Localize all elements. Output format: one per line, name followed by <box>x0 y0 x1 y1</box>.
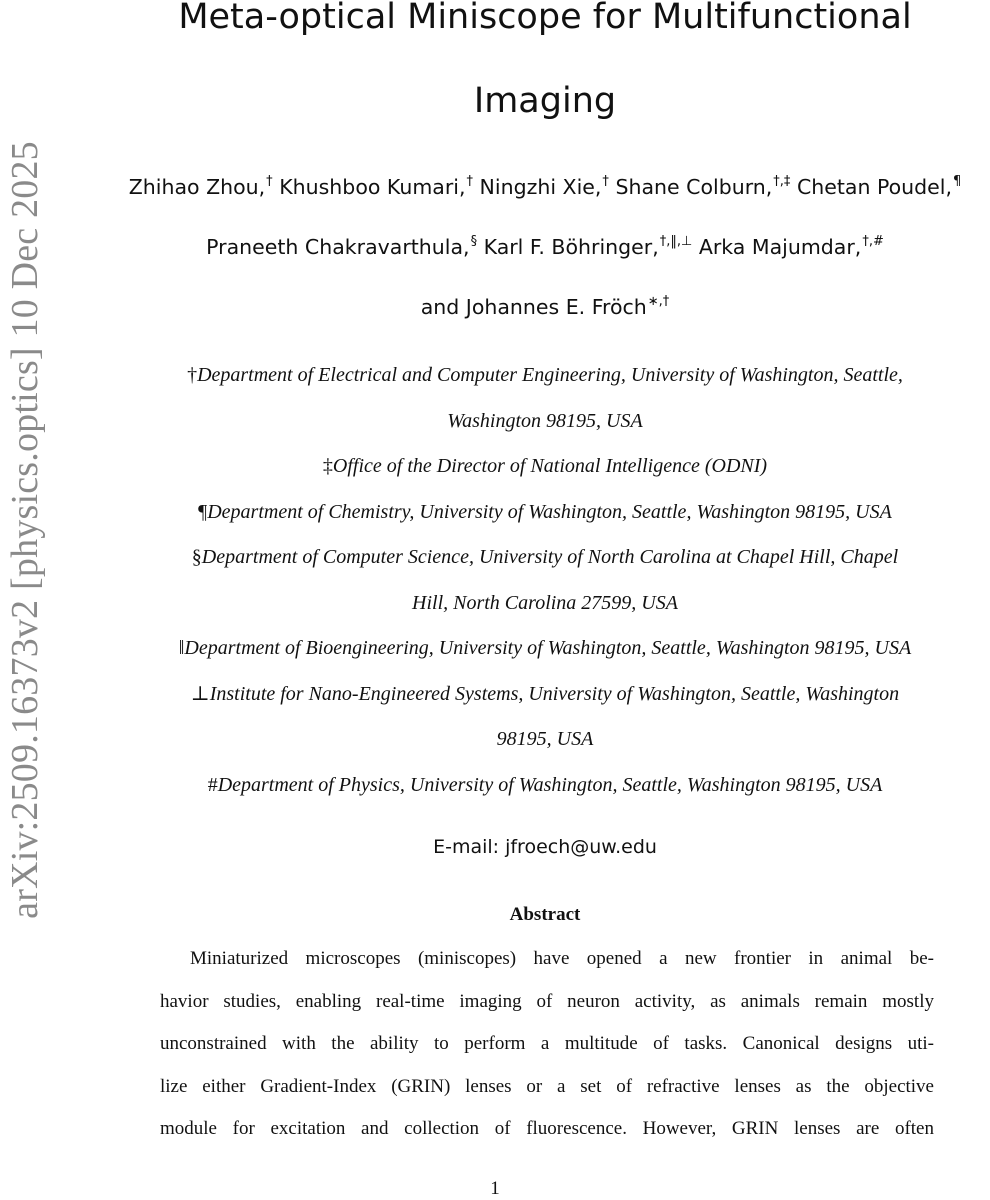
affiliation-symbol: ‡ <box>322 455 333 477</box>
affiliation-symbol: ¶ <box>198 500 208 523</box>
author: and Johannes E. Fröch∗,† <box>420 294 670 319</box>
abstract-line: lize either Gradient-Index (GRIN) lenses or a set of refractive lenses as the objective <box>160 1075 934 1097</box>
title-line-2: Imaging <box>473 81 617 121</box>
arxiv-sidebar <box>0 0 50 1200</box>
affiliation-line: §Department of Computer Science, University of North Carolina at Chapel Hill, Chapel <box>191 546 899 568</box>
author: Arka Majumdar,†,# <box>698 234 884 259</box>
arxiv-identifier: arXiv:2509.16373v2 [physics.optics] 10 Dec 2025 <box>4 141 46 919</box>
abstract-line: havior studies, enabling real-time imaging of neuron activity, as animals remain mostly <box>160 990 934 1012</box>
title-line-1: Meta-optical Miniscope for Multifunctional <box>178 0 912 37</box>
paper-title <box>100 0 990 143</box>
affiliation-symbol: † <box>187 364 198 386</box>
abstract-line: module for excitation and collection of fluorescence. However, GRIN lenses are often <box>160 1118 934 1139</box>
abstract-line: Miniaturized microscopes (miniscopes) have opened a new frontier in animal be- <box>190 948 934 969</box>
paper-first-page <box>100 0 990 1151</box>
author: Zhihao Zhou,† <box>128 174 273 199</box>
affiliation-symbol: # <box>207 773 218 796</box>
abstract-body <box>160 938 934 1151</box>
author-list <box>100 159 990 339</box>
page-number: 1 <box>490 1178 500 1199</box>
contact-email[interactable]: E-mail: jfroech@uw.edu <box>433 836 657 858</box>
affiliation-line: ‡Office of the Director of National Intelligence (ODNI) <box>322 455 768 477</box>
affiliation-line: ¶Department of Chemistry, University of Washington, Seattle, Washington 98195, USA <box>198 500 892 523</box>
affiliation-line: Washington 98195, USA <box>447 409 643 432</box>
affiliation-symbol: ‖ <box>178 637 185 659</box>
affiliation-line: 98195, USA <box>496 728 594 750</box>
abstract-heading: Abstract <box>509 904 581 925</box>
affiliation-symbol: ⊥ <box>190 682 210 705</box>
affiliation-line: †Department of Electrical and Computer Engineering, University of Washington, Seattle, <box>187 364 903 386</box>
author: Khushboo Kumari,† <box>279 174 474 199</box>
affiliation-list <box>100 353 990 808</box>
author: Shane Colburn,†,‡ <box>615 174 791 199</box>
author: Praneeth Chakravarthula,§ <box>206 234 478 259</box>
affiliation-line: ‖Department of Bioengineering, University of Washington, Seattle, Washington 98195, USA <box>178 637 912 659</box>
author: Ningzhi Xie,† <box>479 174 609 199</box>
author: Chetan Poudel,¶ <box>796 174 962 199</box>
affiliation-symbol: § <box>191 546 202 568</box>
affiliation-line: ⊥Institute for Nano-Engineered Systems, University of Washington, Seattle, Washington <box>190 682 900 705</box>
author: Karl F. Böhringer,†,‖,⊥ <box>483 234 693 259</box>
abstract-line: unconstrained with the ability to perform a multitude of tasks. Canonical designs uti- <box>160 1033 934 1054</box>
affiliation-line: #Department of Physics, University of Washington, Seattle, Washington 98195, USA <box>207 773 883 796</box>
affiliation-line: Hill, North Carolina 27599, USA <box>412 591 678 614</box>
